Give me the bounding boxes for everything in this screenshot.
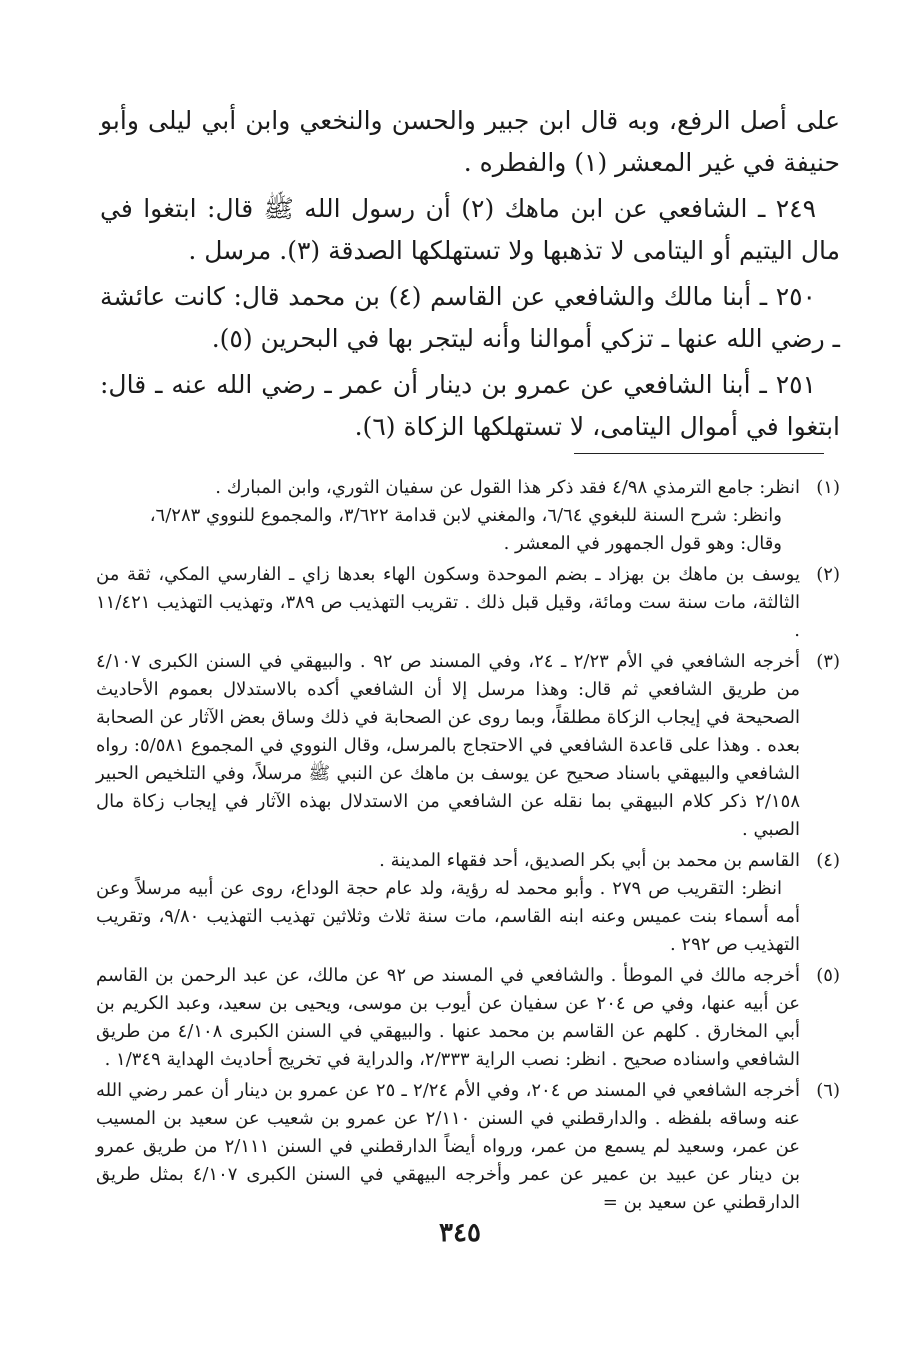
footnote-mark: (٥) xyxy=(816,965,840,986)
hadith-251: ٢٥١ ـ أبنا الشافعي عن عمرو بن دينار أن عمر ـ رضي الله عنه ـ قال: ابتغوا في أموال اليتامى، لا تستهلكها الزكاة (٦). xyxy=(100,370,840,441)
footnote-subtext: انظر: التقريب ص ٢٧٩ . وأبو محمد له رؤية، ولد عام حجة الوداع، روى عن أبيه مرسلاً وعن أمه أسماء بنت عميس وعنه ابنه القاسم، مات سنة ثلاث وثلاثين تهذيب التهذيب ٩/٨٠، وتقريب التهذيب ص ٢٩٢ . xyxy=(96,878,800,955)
footnote-mark: (٣) xyxy=(816,651,840,672)
footnote-text: القاسم بن محمد بن أبي بكر الصديق، أحد فقهاء المدينة . xyxy=(379,850,800,871)
footnote-text: أخرجه الشافعي في المسند ص ٢٠٤، وفي الأم ٢/٢٤ ـ ٢٥ عن عمرو بن دينار أن عمر رضي الله عنه وساقه بلفظه . والدارقطني في السنن ٢/١١٠ عن عمرو بن شعيب عن سعيد بن المسيب عن عمر، وسعيد لم يسمع من عمر، ورواه أيضاً الدارقطني في السنن ٢/١١١ من طريق عمرو بن دينار عن عبيد بن عمير عن عمر وأخرجه البيهقي في السنن الكبرى ٤/١٠٧ بمثل طريق الدارقطني عن سعيد بن = xyxy=(96,1080,801,1213)
footnote-mark: (٦) xyxy=(816,1080,840,1101)
page-number: ٣٤٥ xyxy=(439,1218,481,1248)
footnote-text: انظر: جامع الترمذي ٤/٩٨ فقد ذكر هذا القول عن سفيان الثوري، وابن المبارك . xyxy=(215,477,800,498)
footnotes xyxy=(96,474,840,1220)
main-text xyxy=(100,100,840,452)
footnote-text: أخرجه مالك في الموطأ . والشافعي في المسند ص ٩٢ عن مالك، عن عبد الرحمن بن القاسم عن أبيه عنها، وفي ص ٢٠٤ عن سفيان عن أيوب بن موسى، ويحيى بن سعيد، وعبد الكريم بن أبي المخارق . كلهم عن القاسم بن محمد عنها . والبيهقي في السنن الكبرى ٤/١٠٨ من طريق الشافعي واسناده صحيح . انظر: نصب الراية ٢/٣٣٣، والدراية في تخريج أحاديث الهداية ١/٣٤٩ . xyxy=(96,965,801,1070)
footnote-3 xyxy=(96,648,840,844)
hadith-249: ٢٤٩ ـ الشافعي عن ابن ماهك (٢) أن رسول الله ﷺ قال: ابتغوا في مال اليتيم أو اليتامى لا تذهبها ولا تستهلكها الصدقة (٣). مرسل . xyxy=(100,194,840,265)
footnote-1 xyxy=(96,474,840,558)
footnote-subtext: وقال: وهو قول الجمهور في المعشر . xyxy=(503,533,782,554)
footnote-text: يوسف بن ماهك بن بهزاد ـ بضم الموحدة وسكون الهاء بعدها زاي ـ الفارسي المكي، ثقة من الثالثة، مات سنة ست ومائة، وقيل قبل ذلك . تقريب التهذيب ص ٣٨٩، وتهذيب التهذيب ١١/٤٢١ . xyxy=(96,564,801,641)
footnote-2 xyxy=(96,561,840,645)
footnote-mark: (٢) xyxy=(816,564,840,585)
footnote-6 xyxy=(96,1077,840,1217)
footnote-subtext: وانظر: شرح السنة للبغوي ٦/٦٤، والمغني لابن قدامة ٣/٦٢٢، والمجموع للنووي ٦/٢٨٣، xyxy=(149,505,782,526)
footnote-mark: (١) xyxy=(816,477,840,498)
footnote-4 xyxy=(96,847,840,959)
footnote-text: أخرجه الشافعي في الأم ٢/٢٣ ـ ٢٤، وفي المسند ص ٩٢ . والبيهقي في السنن الكبرى ٤/١٠٧ من طريق الشافعي ثم قال: وهذا مرسل إلا أن الشافعي أكده بالاستدلال بعموم الأحاديث الصحيحة في إيجاب الزكاة مطلقاً، وبما روى عن الصحابة في ذلك وساق بعض الآثار عن الصحابة بعده . وهذا على قاعدة الشافعي في الاحتجاج بالمرسل، وقال النووي في المجموع ٥/٥٨١: رواه الشافعي والبيهقي باسناد صحيح عن يوسف بن ماهك عن النبي ﷺ مرسلاً، وفي التلخيص الحبير ٢/١٥٨ ذكر كلام البيهقي بما نقله عن الشافعي من الاستدلال بهذه الآثار في إيجاب زكاة مال الصبي . xyxy=(96,651,801,840)
hadith-250: ٢٥٠ ـ أبنا مالك والشافعي عن القاسم (٤) بن محمد قال: كانت عائشة ـ رضي الله عنها ـ تزكي أموالنا وأنه ليتجر بها في البحرين (٥). xyxy=(100,282,840,353)
paragraph-intro: على أصل الرفع، وبه قال ابن جبير والحسن والنخعي وابن أبي ليلى وأبو حنيفة في غير المعشر (١) والفطره . xyxy=(100,106,840,177)
footnote-5 xyxy=(96,962,840,1074)
footnote-separator xyxy=(574,453,824,454)
footnote-mark: (٤) xyxy=(816,850,840,871)
